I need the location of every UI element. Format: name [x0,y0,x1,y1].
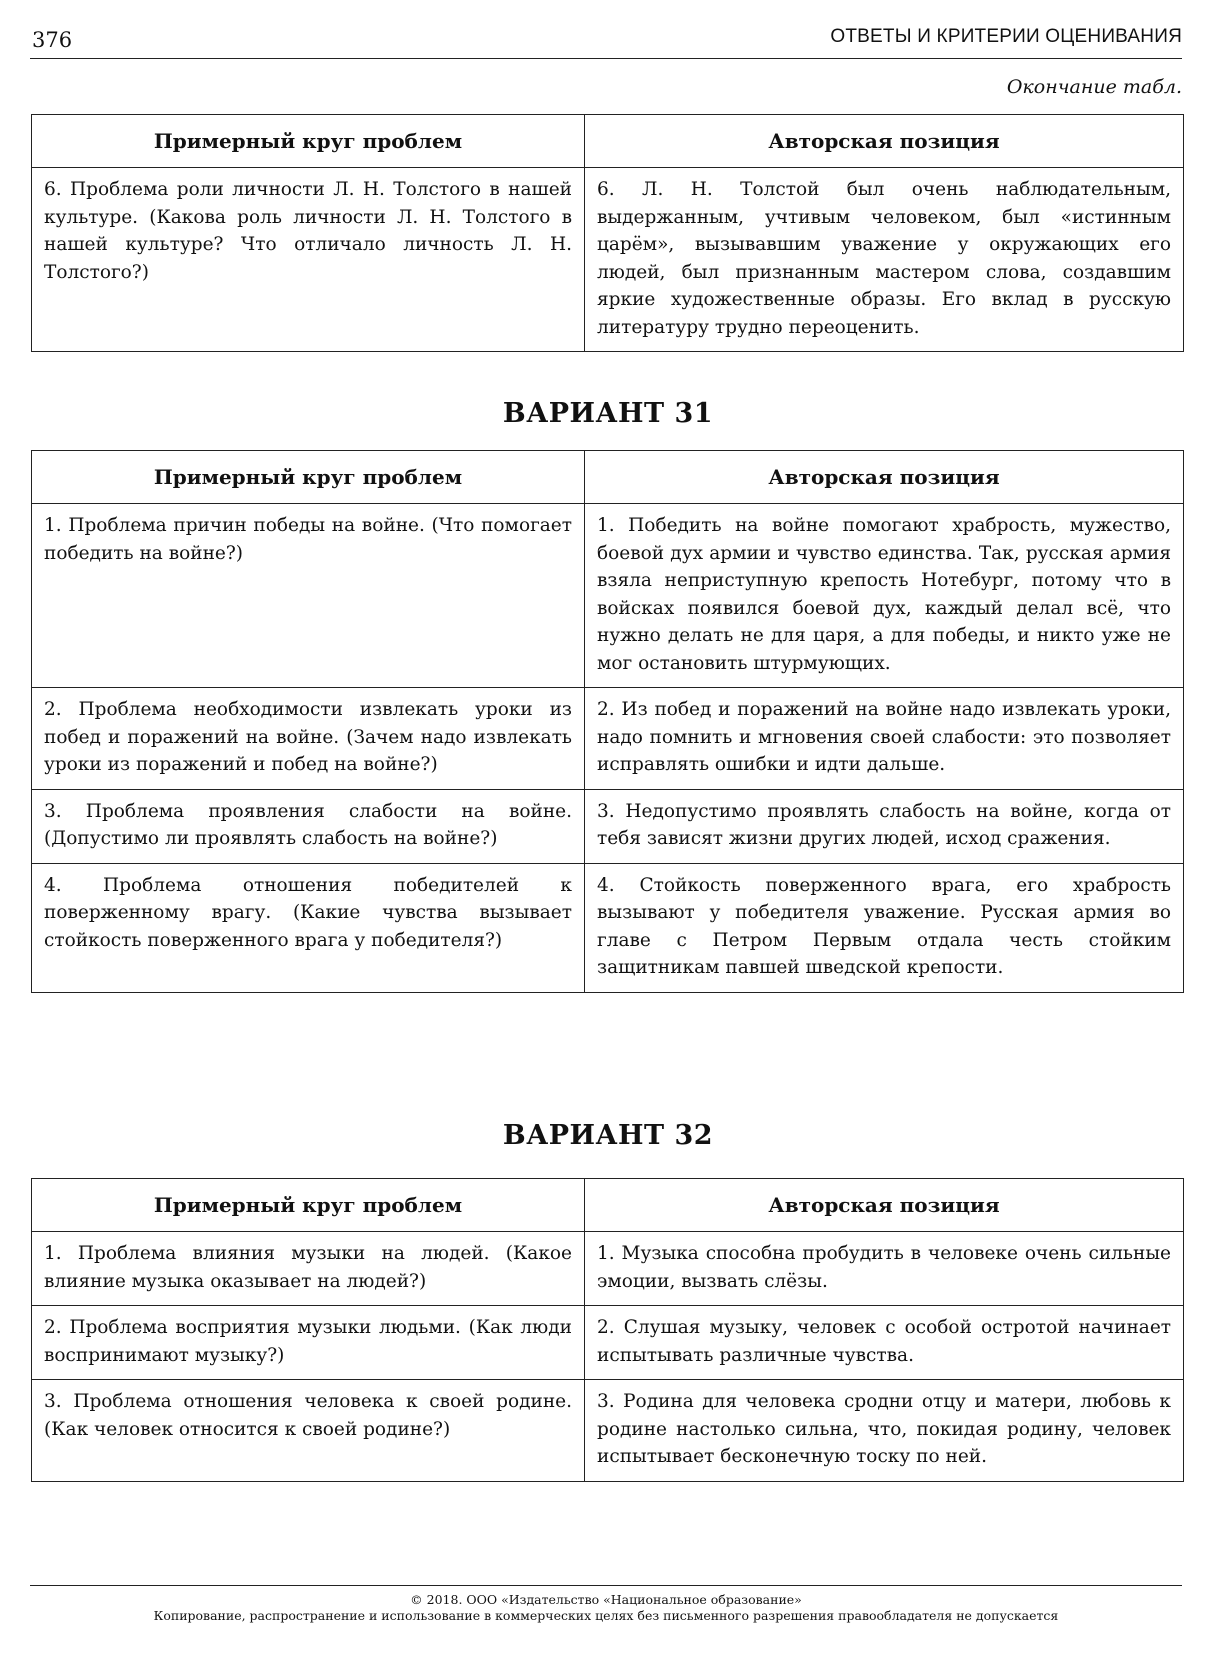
continued-answers-table [31,114,1184,352]
position-cell: 2. Слушая музыку, человек с особой остротой начинает испытывать различные чувства. [585,1306,1184,1380]
problem-cell: 1. Проблема причин победы на войне. (Что помогает победить на войне?) [32,504,585,688]
table-row [32,688,1184,790]
variant-32-title: ВАРИАНТ 32 [502,1120,714,1151]
copyright-line: © 2018. ООО «Издательство «Национальное образование» [410,1592,802,1607]
copyright-notice: Копирование, распространение и использование в коммерческих целях без письменного разрешения правообладателя не допускается [153,1608,1059,1623]
problem-cell: 2. Проблема необходимости извлекать уроки из побед и поражений на войне. (Зачем надо извлекать уроки из поражений и побед на войне?) [32,688,585,790]
table-header-row [32,1179,1184,1232]
variant-31-title: ВАРИАНТ 31 [502,398,714,429]
running-title: ОТВЕТЫ И КРИТЕРИИ ОЦЕНИВАНИЯ [830,26,1182,47]
problem-cell: 3. Проблема отношения человека к своей родине. (Как человек относится к своей родине?) [32,1380,585,1482]
table-row [32,1380,1184,1482]
table-row [32,1232,1184,1306]
position-cell: 1. Победить на войне помогают храбрость, мужество, боевой дух армии и чувство единства. Так, русская армия взяла неприступную крепость Нотебург, потому что в войсках появился боевой дух, каждый делал всё, что нужно делать не для царя, а для победы, и никто уже не мог остановить штурмующих. [585,504,1184,688]
position-cell: 3. Родина для человека сродни отцу и матери, любовь к родине настолько сильна, что, покидая родину, человек испытывает бесконечную тоску по ней. [585,1380,1184,1482]
position-cell: 4. Стойкость поверженного врага, его храбрость вызывают у победителя уважение. Русская армия во главе с Петром Первым отдала честь стойким защитникам павшей шведской крепости. [585,863,1184,992]
problem-cell: 6. Проблема роли личности Л. Н. Толстого в нашей культуре. (Какова роль личности Л. Н. Толстого в нашей культуре? Что отличало личность Л. Н. Толстого?) [32,168,585,352]
column-header-problems: Примерный круг проблем [32,451,585,504]
problem-cell: 4. Проблема отношения победителей к поверженному врагу. (Какие чувства вызывает стойкость поверженного врага у победителя?) [32,863,585,992]
column-header-position: Авторская позиция [585,115,1184,168]
variant-32-table [31,1178,1184,1482]
page-header [30,22,1182,59]
column-header-problems: Примерный круг проблем [32,115,585,168]
column-header-position: Авторская позиция [585,1179,1184,1232]
table-row [32,863,1184,992]
page-footer [30,1585,1182,1624]
table-header-row [32,451,1184,504]
table-header-row [32,115,1184,168]
table-row [32,1306,1184,1380]
problem-cell: 1. Проблема влияния музыки на людей. (Какое влияние музыка оказывает на людей?) [32,1232,585,1306]
table-continuation-note: Окончание табл. [1006,76,1182,98]
problem-cell: 3. Проблема проявления слабости на войне. (Допустимо ли проявлять слабость на войне?) [32,789,585,863]
position-cell: 1. Музыка способна пробудить в человеке очень сильные эмоции, вызвать слёзы. [585,1232,1184,1306]
table-row [32,504,1184,688]
position-cell: 3. Недопустимо проявлять слабость на войне, когда от тебя зависят жизни других людей, исход сражения. [585,789,1184,863]
position-cell: 2. Из побед и поражений на войне надо извлекать уроки, надо помнить и мгновения своей слабости: это позволяет исправлять ошибки и идти дальше. [585,688,1184,790]
table-row [32,789,1184,863]
column-header-position: Авторская позиция [585,451,1184,504]
page-number: 376 [32,28,73,52]
problem-cell: 2. Проблема восприятия музыки людьми. (Как люди воспринимают музыку?) [32,1306,585,1380]
table-row [32,168,1184,352]
position-cell: 6. Л. Н. Толстой был очень наблюдательным, выдержанным, учтивым человеком, был «истинным царём», вызывавшим уважение у окружающих его людей, был признанным мастером слова, создавшим яркие художественные образы. Его вклад в русскую литературу трудно переоценить. [585,168,1184,352]
variant-31-table [31,450,1184,993]
column-header-problems: Примерный круг проблем [32,1179,585,1232]
